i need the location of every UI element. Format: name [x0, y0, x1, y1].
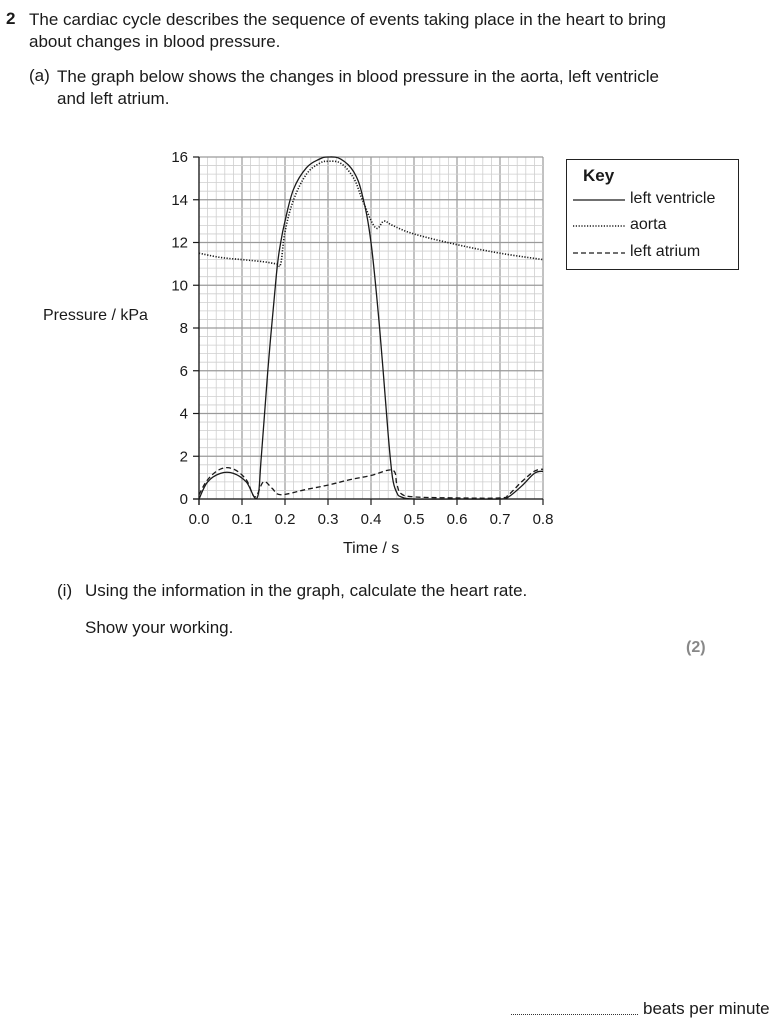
- legend: [566, 159, 739, 270]
- chart-grid: [199, 157, 543, 499]
- x-tick-label: 0.6: [446, 511, 468, 528]
- working-prompt: Show your working.: [85, 618, 234, 637]
- part-a-label: (a): [29, 66, 50, 85]
- legend-label: left atrium: [630, 243, 701, 260]
- part-a-text: The graph below shows the changes in blood pressure in the aorta, left ventricle and left atrium.: [57, 67, 659, 108]
- legend-label: left ventricle: [630, 190, 716, 207]
- legend-label: aorta: [630, 216, 667, 233]
- chart-axes: [193, 157, 543, 505]
- answer-line[interactable]: [511, 1014, 638, 1015]
- x-axis-label: Time / s: [343, 540, 400, 557]
- y-tick-label: 6: [179, 362, 188, 380]
- y-tick-label: 4: [179, 405, 188, 423]
- part-i-label: (i): [57, 581, 73, 600]
- x-tick-label: 0.2: [274, 511, 296, 528]
- y-axis-label: Pressure / kPa: [43, 307, 148, 324]
- x-tick-label: 0.7: [489, 511, 511, 528]
- x-tick-label: 0.3: [317, 511, 339, 528]
- y-tick-label: 12: [171, 234, 188, 252]
- question-intro: The cardiac cycle describes the sequence of events taking place in the heart to bring about changes in blood pressure.: [29, 10, 666, 51]
- x-tick-label: 0.0: [188, 511, 210, 528]
- y-tick-label: 16: [171, 149, 188, 166]
- x-tick-label: 0.1: [231, 511, 253, 528]
- y-tick-label: 2: [179, 448, 188, 466]
- y-tick-label: 8: [179, 320, 188, 337]
- x-tick-label: 0.8: [532, 511, 554, 528]
- y-tick-label: 10: [171, 277, 188, 295]
- legend-title: Key: [583, 166, 615, 185]
- y-tick-label: 14: [171, 191, 188, 209]
- marks-allocation: (2): [686, 639, 706, 656]
- question-number: 2: [6, 9, 16, 28]
- x-tick-label: 0.4: [360, 511, 382, 528]
- part-i-text: Using the information in the graph, calculate the heart rate.: [85, 581, 528, 600]
- y-tick-label: 0: [179, 491, 188, 508]
- x-tick-label: 0.5: [403, 511, 425, 528]
- answer-unit: beats per minute: [643, 999, 770, 1018]
